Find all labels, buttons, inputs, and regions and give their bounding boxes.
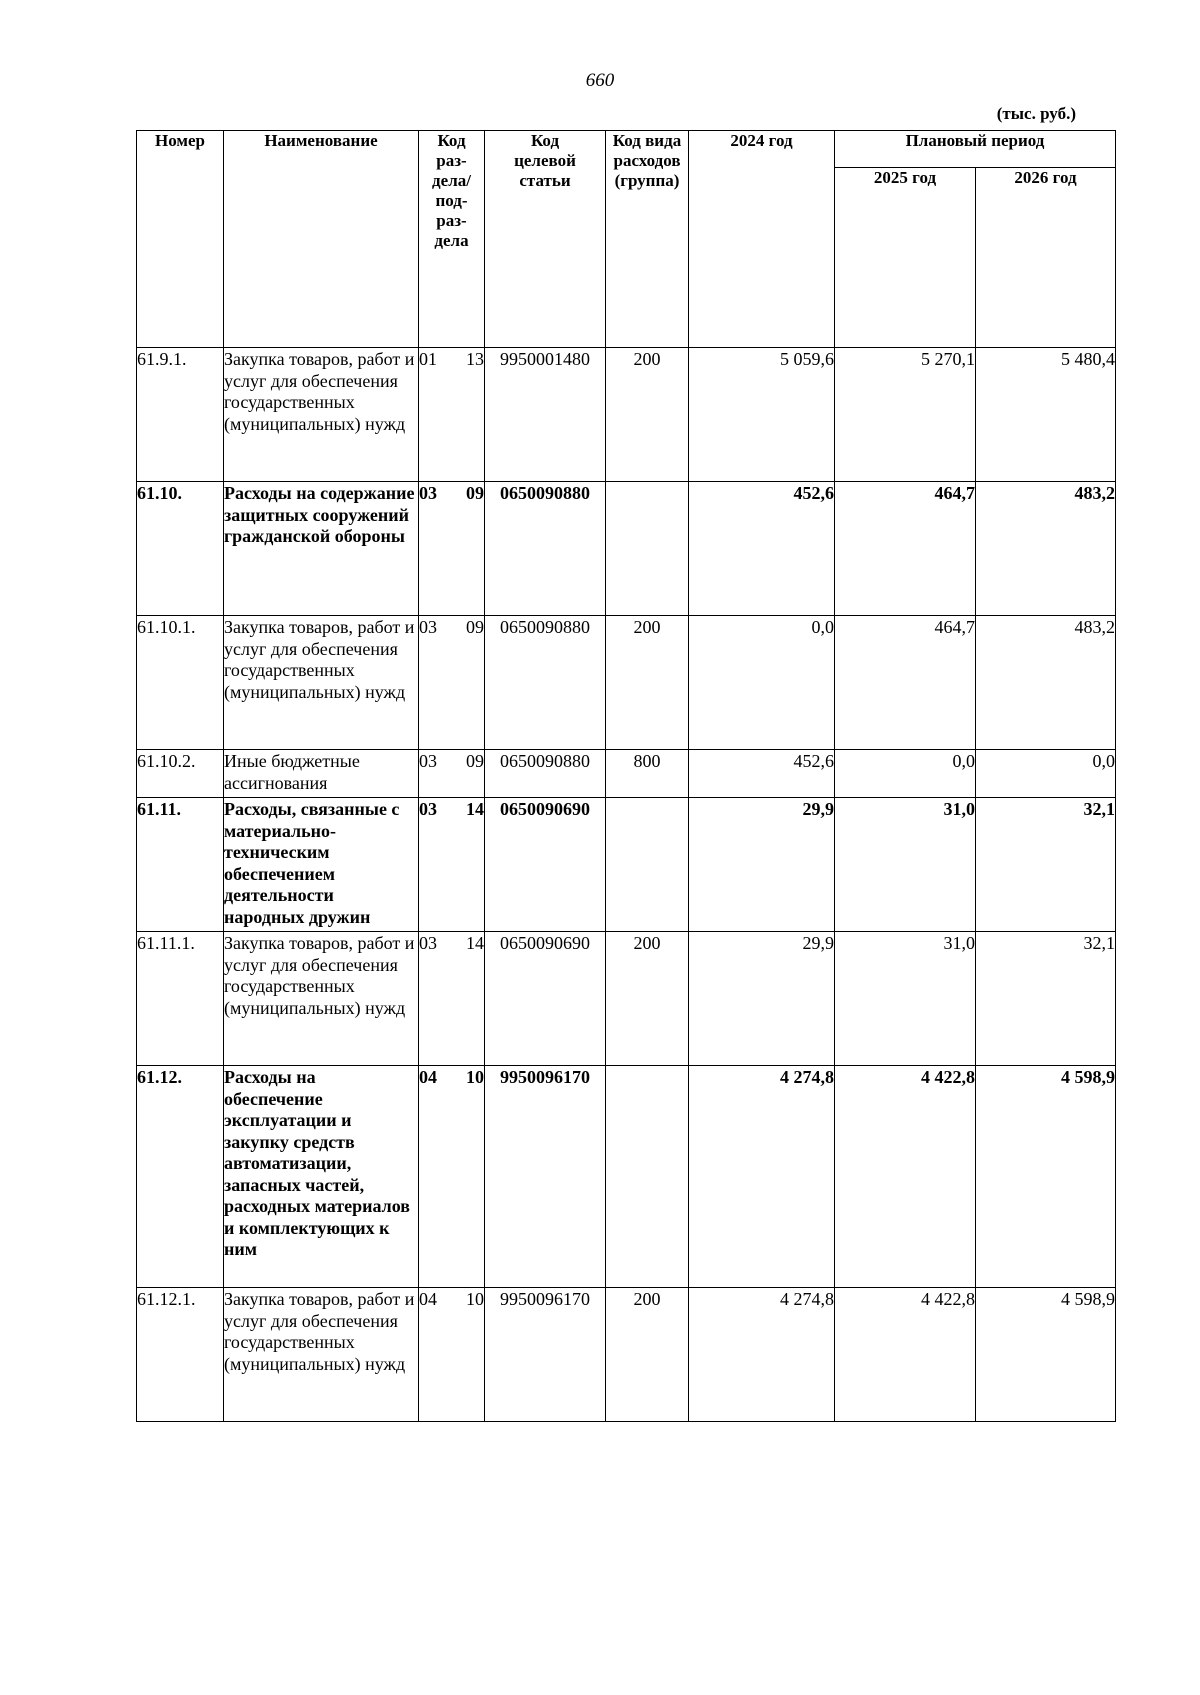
row-2026: 4 598,9 bbox=[976, 1066, 1116, 1288]
row-razdel: 04 bbox=[419, 1067, 437, 1087]
row-podrazdel: 14 bbox=[466, 933, 484, 953]
row-razdel-code bbox=[419, 348, 485, 482]
row-name: Расходы на содержание защитных сооружений гражданской обороны bbox=[224, 482, 419, 616]
row-2024: 0,0 bbox=[689, 616, 835, 750]
row-razdel-code bbox=[419, 1066, 485, 1288]
row-name: Расходы, связанные с материально-техническим обеспечением деятельности народных дружин bbox=[224, 798, 419, 932]
row-2025: 464,7 bbox=[835, 616, 976, 750]
row-2026: 32,1 bbox=[976, 932, 1116, 1066]
table-header bbox=[137, 131, 1116, 348]
units-label: (тыс. руб.) bbox=[996, 104, 1076, 123]
row-razdel: 01 bbox=[419, 349, 437, 369]
row-name: Расходы на обеспечение эксплуатации и закупку средств автоматизации, запасных частей, расходных материалов и комплектующих к ним bbox=[224, 1066, 419, 1288]
row-vid: 200 bbox=[606, 1288, 689, 1422]
row-2026: 5 480,4 bbox=[976, 348, 1116, 482]
row-2026: 4 598,9 bbox=[976, 1288, 1116, 1422]
row-razdel-code bbox=[419, 1288, 485, 1422]
row-podrazdel: 09 bbox=[466, 751, 484, 771]
row-2026: 32,1 bbox=[976, 798, 1116, 932]
row-celevaya: 0650090880 bbox=[485, 482, 606, 616]
row-vid bbox=[606, 1066, 689, 1288]
row-razdel-code bbox=[419, 798, 485, 932]
row-2024: 5 059,6 bbox=[689, 348, 835, 482]
budget-table bbox=[136, 130, 1116, 1422]
row-vid: 200 bbox=[606, 932, 689, 1066]
row-razdel: 03 bbox=[419, 483, 437, 503]
header-plan-period: Плановый период bbox=[835, 131, 1116, 168]
row-number: 61.10.2. bbox=[137, 750, 224, 798]
row-number: 61.10. bbox=[137, 482, 224, 616]
row-number: 61.10.1. bbox=[137, 616, 224, 750]
header-2026: 2026 год bbox=[976, 168, 1116, 348]
header-razdel-line: дела bbox=[434, 231, 469, 250]
row-2025: 464,7 bbox=[835, 482, 976, 616]
header-num: Номер bbox=[137, 131, 224, 348]
header-celevaya-line: Код bbox=[530, 131, 560, 150]
row-vid: 200 bbox=[606, 348, 689, 482]
row-2024: 4 274,8 bbox=[689, 1066, 835, 1288]
row-2024: 29,9 bbox=[689, 932, 835, 1066]
row-2025: 4 422,8 bbox=[835, 1066, 976, 1288]
row-razdel: 03 bbox=[419, 617, 437, 637]
row-podrazdel: 14 bbox=[466, 799, 484, 819]
table-row bbox=[137, 750, 1116, 798]
table-row bbox=[137, 1066, 1116, 1288]
table-row bbox=[137, 616, 1116, 750]
row-2025: 5 270,1 bbox=[835, 348, 976, 482]
header-razdel-line: под- bbox=[435, 191, 468, 210]
row-celevaya: 9950096170 bbox=[485, 1288, 606, 1422]
row-celevaya: 0650090690 bbox=[485, 798, 606, 932]
row-celevaya: 0650090880 bbox=[485, 750, 606, 798]
row-celevaya: 9950001480 bbox=[485, 348, 606, 482]
table-row bbox=[137, 348, 1116, 482]
row-name: Закупка товаров, работ и услуг для обеспечения государственных (муниципальных) нужд bbox=[224, 348, 419, 482]
header-razdel-line: раз- bbox=[436, 211, 467, 230]
row-number: 61.12.1. bbox=[137, 1288, 224, 1422]
row-number: 61.12. bbox=[137, 1066, 224, 1288]
header-vid-line: (группа) bbox=[614, 171, 680, 190]
row-razdel-code bbox=[419, 616, 485, 750]
page-number: 660 bbox=[585, 70, 615, 91]
row-2026: 483,2 bbox=[976, 482, 1116, 616]
row-celevaya: 0650090690 bbox=[485, 932, 606, 1066]
header-razdel bbox=[419, 131, 485, 348]
row-razdel: 03 bbox=[419, 799, 437, 819]
row-vid bbox=[606, 798, 689, 932]
table-row bbox=[137, 798, 1116, 932]
header-2025: 2025 год bbox=[835, 168, 976, 348]
header-razdel-line: раз- bbox=[436, 151, 467, 170]
row-2024: 452,6 bbox=[689, 482, 835, 616]
header-celevaya-line: статьи bbox=[519, 171, 571, 190]
row-razdel-code bbox=[419, 482, 485, 616]
row-name: Иные бюджетные ассигнования bbox=[224, 750, 419, 798]
row-razdel: 03 bbox=[419, 933, 437, 953]
row-vid: 200 bbox=[606, 616, 689, 750]
row-number: 61.9.1. bbox=[137, 348, 224, 482]
header-2024: 2024 год bbox=[689, 131, 835, 348]
row-2024: 4 274,8 bbox=[689, 1288, 835, 1422]
header-razdel-line: дела/ bbox=[432, 171, 471, 190]
row-name: Закупка товаров, работ и услуг для обеспечения государственных (муниципальных) нужд bbox=[224, 1288, 419, 1422]
row-razdel-code bbox=[419, 932, 485, 1066]
row-name: Закупка товаров, работ и услуг для обеспечения государственных (муниципальных) нужд bbox=[224, 616, 419, 750]
table-row bbox=[137, 932, 1116, 1066]
row-2025: 0,0 bbox=[835, 750, 976, 798]
row-2025: 31,0 bbox=[835, 798, 976, 932]
row-vid bbox=[606, 482, 689, 616]
row-2026: 483,2 bbox=[976, 616, 1116, 750]
row-name: Закупка товаров, работ и услуг для обеспечения государственных (муниципальных) нужд bbox=[224, 932, 419, 1066]
table-body bbox=[137, 348, 1116, 1422]
row-2025: 31,0 bbox=[835, 932, 976, 1066]
table-row bbox=[137, 1288, 1116, 1422]
table-row bbox=[137, 482, 1116, 616]
row-2024: 452,6 bbox=[689, 750, 835, 798]
row-razdel: 03 bbox=[419, 751, 437, 771]
row-2025: 4 422,8 bbox=[835, 1288, 976, 1422]
row-celevaya: 0650090880 bbox=[485, 616, 606, 750]
header-celevaya bbox=[485, 131, 606, 348]
header-celevaya-line: целевой bbox=[514, 151, 576, 170]
row-number: 61.11.1. bbox=[137, 932, 224, 1066]
row-podrazdel: 09 bbox=[466, 483, 484, 503]
header-vid bbox=[606, 131, 689, 348]
row-podrazdel: 09 bbox=[466, 617, 484, 637]
header-vid-line: расходов bbox=[613, 151, 681, 170]
row-2026: 0,0 bbox=[976, 750, 1116, 798]
row-razdel-code bbox=[419, 750, 485, 798]
row-podrazdel: 10 bbox=[466, 1289, 484, 1309]
header-vid-line: Код вида bbox=[612, 131, 682, 150]
row-razdel: 04 bbox=[419, 1289, 437, 1309]
row-2024: 29,9 bbox=[689, 798, 835, 932]
row-podrazdel: 10 bbox=[466, 1067, 484, 1087]
row-podrazdel: 13 bbox=[466, 349, 484, 369]
row-celevaya: 9950096170 bbox=[485, 1066, 606, 1288]
row-vid: 800 bbox=[606, 750, 689, 798]
header-name: Наименование bbox=[224, 131, 419, 348]
row-number: 61.11. bbox=[137, 798, 224, 932]
header-razdel-line: Код bbox=[437, 131, 466, 150]
